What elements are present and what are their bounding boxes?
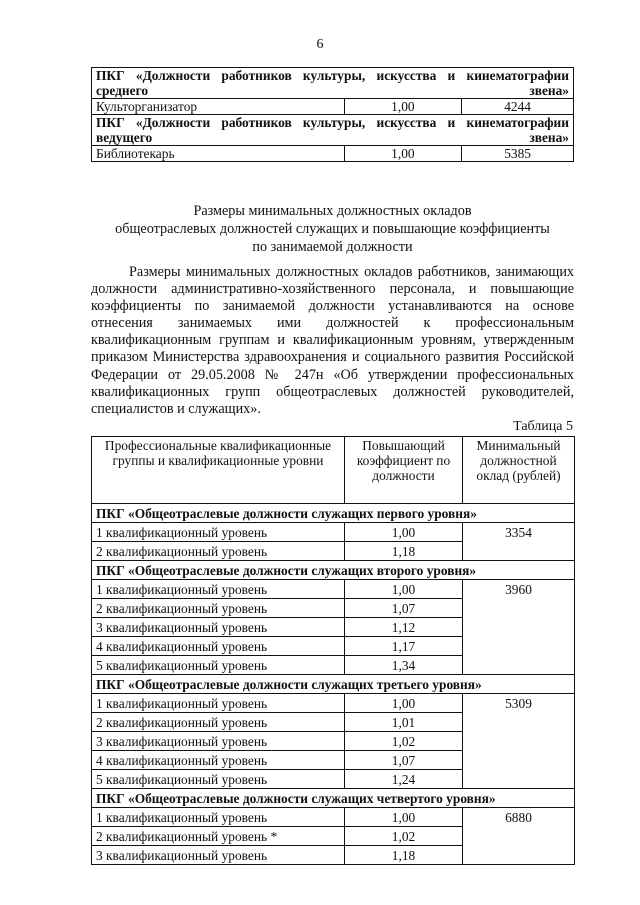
level-name-cell: 2 квалификационный уровень — [92, 599, 345, 618]
group-title-cell: ПКГ «Общеотраслевые должности служащих первого уровня» — [92, 504, 575, 523]
level-name-cell: 3 квалификационный уровень — [92, 732, 345, 751]
table-5-body — [92, 437, 575, 865]
level-name-cell: 1 квалификационный уровень — [92, 808, 345, 827]
table-row — [92, 580, 575, 599]
group-row — [92, 789, 575, 808]
group-row — [92, 675, 575, 694]
level-name-cell: 5 квалификационный уровень — [92, 656, 345, 675]
table-row — [92, 523, 575, 542]
table-caption: Таблица 5 — [513, 419, 573, 434]
table-culture-positions — [91, 67, 574, 162]
position-name-cell: Библиотекарь — [92, 146, 345, 162]
salary-cell: 5309 — [463, 694, 575, 789]
table-row — [92, 99, 574, 115]
coefficient-cell: 1,34 — [345, 656, 463, 675]
coefficient-cell: 1,02 — [345, 732, 463, 751]
table-5 — [91, 436, 575, 865]
coefficient-cell: 1,12 — [345, 618, 463, 637]
section-title — [90, 202, 575, 256]
level-name-cell: 4 квалификационный уровень — [92, 637, 345, 656]
table-row — [92, 68, 574, 99]
salary-cell: 4244 — [462, 99, 574, 115]
body-paragraph: Размеры минимальных должностных окладов работников, занимающих должности административно-хозяйственного персонала, и повышающие коэффициенты по занимаемой должности устанавливаются на основе отнесения занимаемых ими должностей к профессиональным квалификационным группам и квалификационным уровням, утвержденным приказом Министерства здравоохранения и социального развития Российской Федерации от 29.05.2008 № 247н «Об утверждении профессиональных квалификационных групп общеотраслевых должностей руководителей, специалистов и служащих». — [91, 264, 574, 417]
group-row — [92, 561, 575, 580]
coefficient-cell: 1,02 — [345, 827, 463, 846]
level-name-cell: 1 квалификационный уровень — [92, 580, 345, 599]
salary-cell: 3960 — [463, 580, 575, 675]
level-name-cell: 3 квалификационный уровень — [92, 618, 345, 637]
header-cell: Минимальный должностной оклад (рублей) — [463, 437, 575, 504]
salary-cell: 5385 — [462, 146, 574, 162]
section-title-line: по занимаемой должности — [252, 239, 413, 255]
table-row — [92, 694, 575, 713]
salary-cell: 6880 — [463, 808, 575, 865]
coefficient-cell: 1,18 — [345, 846, 463, 865]
category-cell: ПКГ «Должности работников культуры, искусства и кинематографии ведущего звена» — [92, 115, 574, 146]
coefficient-cell: 1,00 — [345, 694, 463, 713]
coefficient-cell: 1,00 — [344, 146, 462, 162]
table-header-row — [92, 437, 575, 504]
level-name-cell: 1 квалификационный уровень — [92, 694, 345, 713]
coefficient-cell: 1,07 — [345, 599, 463, 618]
table-row — [92, 808, 575, 827]
coefficient-cell: 1,24 — [345, 770, 463, 789]
coefficient-cell: 1,18 — [345, 542, 463, 561]
position-name-cell: Культорганизатор — [92, 99, 345, 115]
level-name-cell: 2 квалификационный уровень — [92, 713, 345, 732]
level-name-cell: 4 квалификационный уровень — [92, 751, 345, 770]
group-title-cell: ПКГ «Общеотраслевые должности служащих второго уровня» — [92, 561, 575, 580]
group-title-cell: ПКГ «Общеотраслевые должности служащих третьего уровня» — [92, 675, 575, 694]
group-title-cell: ПКГ «Общеотраслевые должности служащих четвертого уровня» — [92, 789, 575, 808]
section-title-line: общеотраслевых должностей служащих и повышающие коэффициенты — [115, 221, 550, 237]
coefficient-cell: 1,00 — [345, 808, 463, 827]
category-cell: ПКГ «Должности работников культуры, искусства и кинематографии среднего звена» — [92, 68, 574, 99]
coefficient-cell: 1,00 — [344, 99, 462, 115]
coefficient-cell: 1,00 — [345, 580, 463, 599]
section-title-line: Размеры минимальных должностных окладов — [193, 203, 472, 219]
level-name-cell: 5 квалификационный уровень — [92, 770, 345, 789]
table-row — [92, 115, 574, 146]
coefficient-cell: 1,07 — [345, 751, 463, 770]
coefficient-cell: 1,01 — [345, 713, 463, 732]
level-name-cell: 2 квалификационный уровень * — [92, 827, 345, 846]
level-name-cell: 3 квалификационный уровень — [92, 846, 345, 865]
header-cell: Профессиональные квалификационные группы и квалификационные уровни — [92, 437, 345, 504]
level-name-cell: 2 квалификационный уровень — [92, 542, 345, 561]
coefficient-cell: 1,00 — [345, 523, 463, 542]
coefficient-cell: 1,17 — [345, 637, 463, 656]
table-row — [92, 146, 574, 162]
group-row — [92, 504, 575, 523]
page-number: 6 — [316, 37, 324, 52]
salary-cell: 3354 — [463, 523, 575, 561]
level-name-cell: 1 квалификационный уровень — [92, 523, 345, 542]
header-cell: Повышающий коэффициент по должности — [345, 437, 463, 504]
